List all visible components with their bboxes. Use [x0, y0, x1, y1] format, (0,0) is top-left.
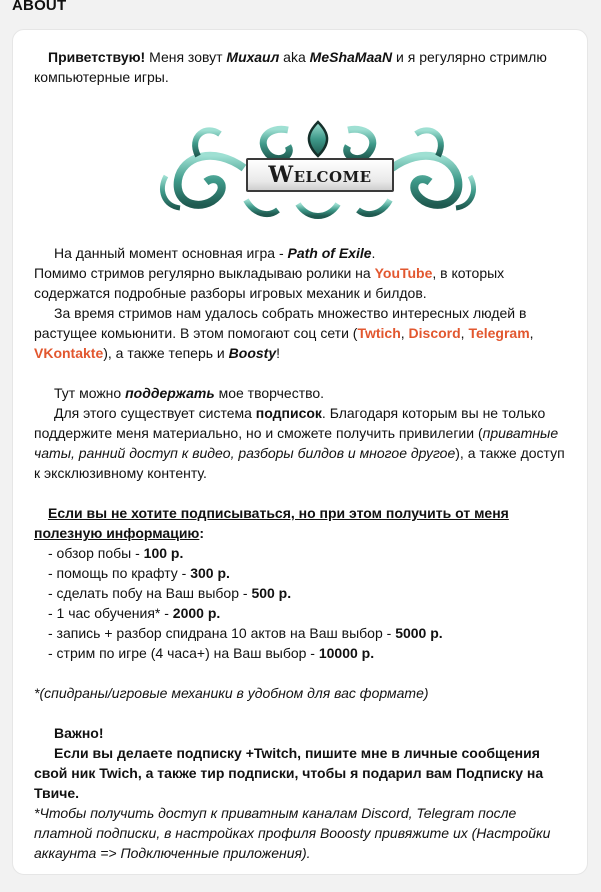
community-paragraph: За время стримов нам удалось собрать множество интересных людей в растущее комьюнити. В этом помогают соц сети (Twtich, Discord, Telegram, VKontakte), а также теперь и Boosty! — [34, 305, 534, 361]
game-title: Path of Exile — [287, 245, 372, 261]
important-note: *Чтобы получить доступ к приватным каналам Discord, Telegram после платной подписки, в настройках профиля Booosty привяжите их (Настройки аккаунта => Подключенные приложения). — [34, 805, 551, 861]
greeting: Приветствую! — [48, 49, 146, 65]
subscriptions-paragraph: Для этого существует система подписок. Благодаря которым вы не только поддержите меня материально, но и сможете получить привилегии (приватные чаты, ранний доступ к видео, разборы билдов и многое другое), а также доступ к эксклюзивному контенту. — [34, 405, 565, 481]
list-item: - 1 час обучения* - 2000 р. — [48, 605, 221, 621]
list-item: - сделать побу на Ваш выбор - 500 р. — [48, 585, 292, 601]
videos-paragraph: Помимо стримов регулярно выкладываю ролики на YouTube, в которых содержатся подробные разборы игровых механик и билдов. — [34, 265, 505, 301]
list-item: - запись + разбор спидрана 10 актов на Ваш выбор - 5000 р. — [48, 625, 443, 641]
twitch-link[interactable]: Twtich — [357, 325, 401, 341]
welcome-plate: Welcome — [246, 158, 394, 192]
services-heading: Если вы не хотите подписываться, но при этом получить от меня полезную информацию: — [34, 505, 509, 541]
list-item: - обзор побы - 100 р. — [48, 545, 184, 561]
vkontakte-link[interactable]: VKontakte — [34, 345, 104, 361]
list-item: - стрим по игре (4 часа+) на Ваш выбор - 10000 р. — [48, 645, 375, 661]
list-item: - помощь по крафту - 300 р. — [48, 565, 230, 581]
important-text: Если вы делаете подписку +Twitch, пишите мне в личные сообщения свой ник Twich, а также тир подписки, чтобы я подарил вам Подписку на Твиче. — [34, 745, 544, 801]
about-card — [12, 29, 588, 875]
section-title: ABOUT — [12, 0, 67, 14]
boosty-name: Boosty — [228, 345, 277, 361]
youtube-link[interactable]: YouTube — [374, 265, 433, 281]
discord-link[interactable]: Discord — [408, 325, 461, 341]
telegram-link[interactable]: Telegram — [468, 325, 530, 341]
important-title: Важно! — [54, 725, 104, 741]
services-footnote: *(спидраны/игровые механики в удобном для вас формате) — [34, 685, 429, 701]
support-paragraph: Тут можно поддержать мое творчество. — [54, 385, 325, 401]
welcome-banner — [158, 116, 478, 224]
intro-paragraph: Приветствую! Меня зовут Михаил aka MeShaMaaN и я регулярно стримлю компьютерные игры. — [34, 49, 547, 85]
author-name: Михаил — [226, 49, 280, 65]
author-nick: MeShaMaaN — [309, 49, 393, 65]
game-paragraph: На данный момент основная игра - Path of Exile. — [54, 245, 376, 261]
services-list — [34, 543, 567, 663]
